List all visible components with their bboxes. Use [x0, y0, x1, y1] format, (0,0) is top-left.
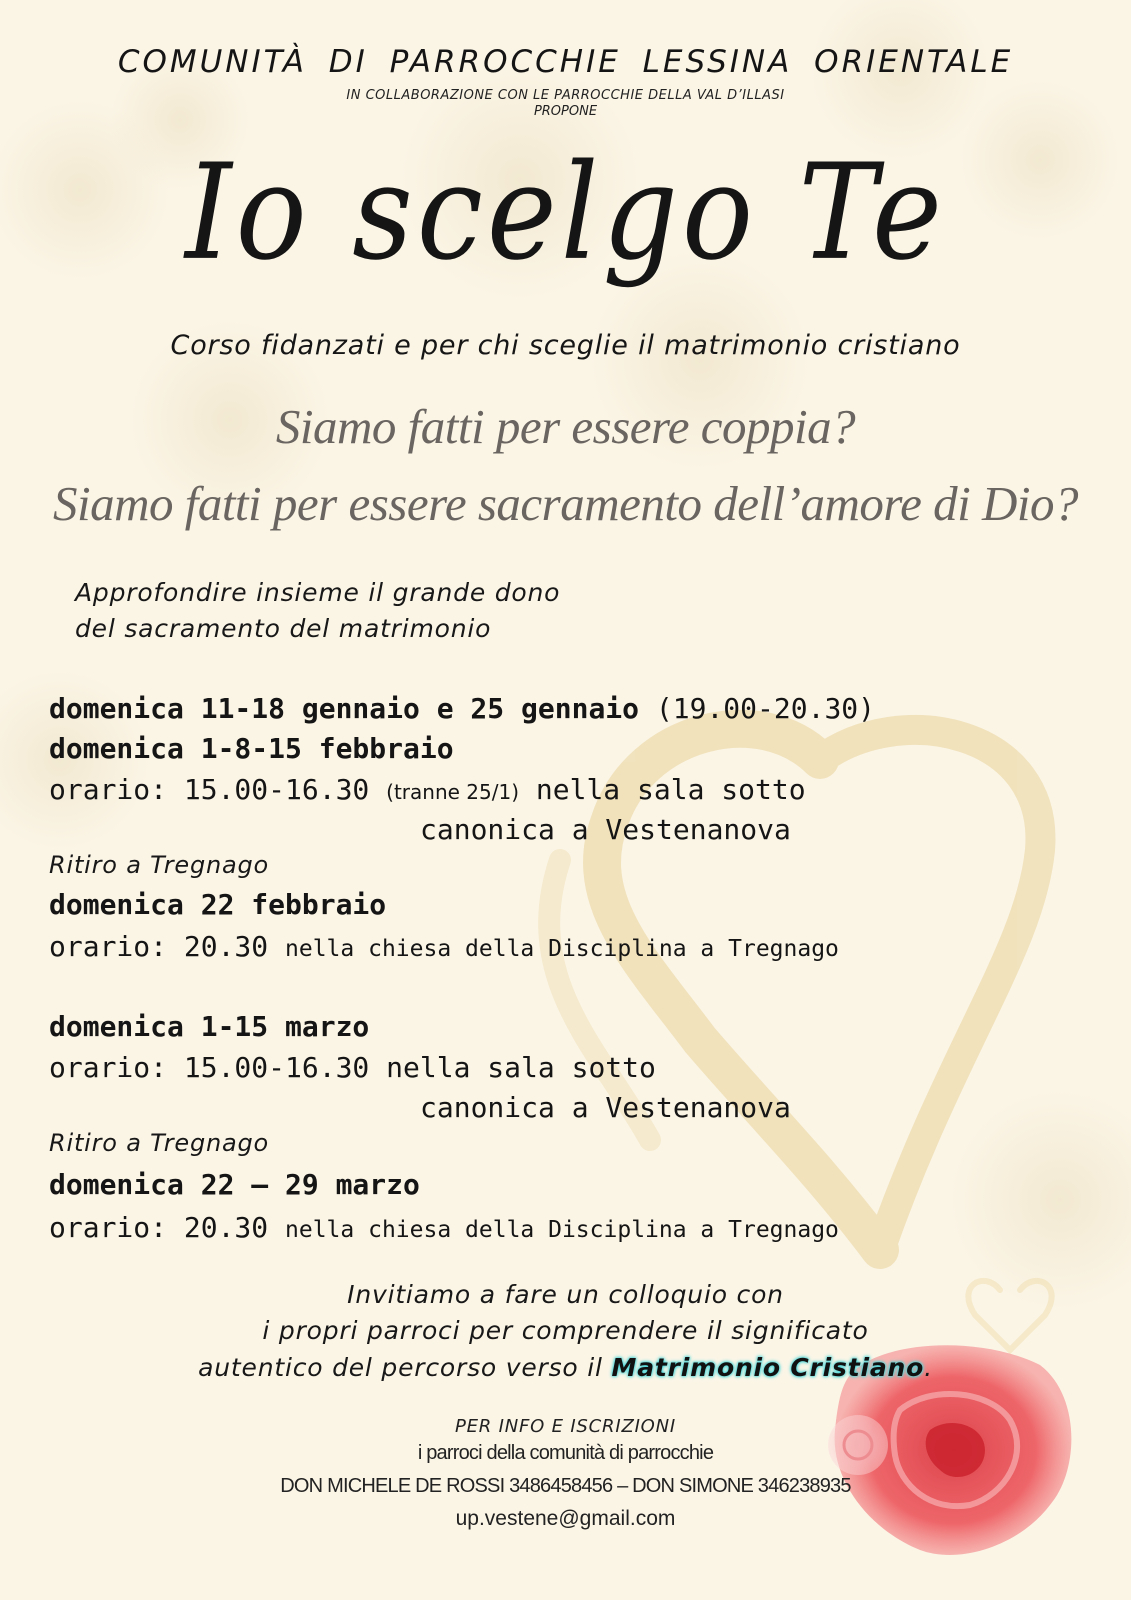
schedule-dates-january	[49, 692, 875, 725]
schedule-place: canonica a Vestenanova	[420, 813, 791, 846]
invitation-line: Invitiamo a fare un colloquio con	[347, 1280, 784, 1309]
hours-text: orario: 20.30	[49, 1211, 269, 1244]
question-couple: Siamo fatti per essere coppia?	[275, 399, 856, 454]
retreat-hours	[49, 930, 839, 963]
hours-text: orario: 15.00-16.30	[49, 773, 370, 806]
highlight-christian-marriage: Matrimonio Cristiano	[611, 1353, 925, 1382]
hours-note: (tranne 25/1)	[386, 780, 520, 804]
priest-contacts: DON MICHELE DE ROSSI 3486458456 – DON SIMONE 346238935	[280, 1475, 851, 1497]
collaboration-note: IN COLLABORAZIONE CON LE PARROCCHIE DELLA VAL D’ILLASI	[346, 88, 785, 103]
organization-title: COMUNITÀ DI PARROCCHIE LESSINA ORIENTALE	[117, 44, 1014, 80]
place-text: nella sala sotto	[535, 773, 806, 806]
schedule-dates-february: domenica 1-8-15 febbraio	[49, 732, 454, 765]
schedule-dates-march: domenica 1-15 marzo	[49, 1010, 370, 1043]
schedule-place: canonica a Vestenanova	[420, 1091, 791, 1124]
question-sacrament: Siamo fatti per essere sacramento dell’amore di Dio?	[52, 476, 1079, 531]
hours-text: orario: 20.30	[49, 930, 269, 963]
schedule-hours	[49, 1051, 656, 1084]
proposes-label: PROPONE	[533, 104, 598, 119]
hours-text: orario: 15.00-16.30	[49, 1051, 370, 1084]
retreat-date: domenica 22 – 29 marzo	[49, 1168, 420, 1201]
intro-line: del sacramento del matrimonio	[75, 614, 492, 643]
course-subtitle: Corso fidanzati e per chi sceglie il matrimonio cristiano	[170, 330, 961, 361]
dates-text: domenica 11-18 gennaio e 25 gennaio	[49, 692, 640, 725]
schedule-hours	[49, 773, 806, 806]
retreat-date: domenica 22 febbraio	[49, 888, 387, 921]
info-heading: PER INFO E ISCRIZIONI	[454, 1416, 677, 1437]
info-line: i parroci della comunità di parrocchie	[417, 1442, 714, 1464]
contact-email[interactable]: up.vestene@gmail.com	[455, 1507, 676, 1530]
evening-time: (19.00-20.30)	[655, 692, 876, 725]
invitation-text: autentico del percorso verso il	[198, 1353, 603, 1382]
invitation-period: .	[924, 1353, 933, 1382]
retreat-label: Ritiro a Tregnago	[49, 851, 270, 879]
place-text: nella chiesa della Disciplina a Tregnago	[285, 1217, 839, 1243]
place-text: nella sala sotto	[386, 1051, 656, 1084]
retreat-hours	[49, 1211, 839, 1244]
invitation-line	[0, 1353, 1131, 1382]
invitation-line: i propri parroci per comprendere il significato	[262, 1316, 869, 1345]
place-text: nella chiesa della Disciplina a Tregnago	[285, 936, 839, 962]
intro-line: Approfondire insieme il grande dono	[75, 578, 561, 607]
course-title: Io scelgo Te	[185, 134, 946, 290]
retreat-label: Ritiro a Tregnago	[49, 1129, 270, 1157]
